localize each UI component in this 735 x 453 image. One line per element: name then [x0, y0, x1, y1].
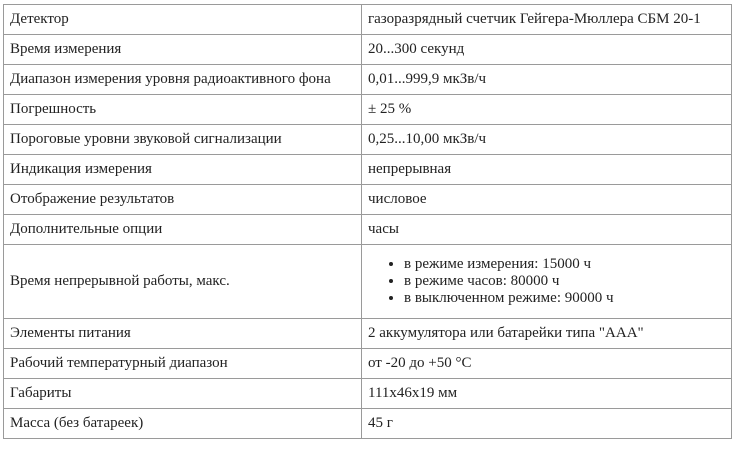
- table-row: [4, 65, 732, 95]
- list-item: • в режиме измерения: 15000 ч: [404, 256, 725, 273]
- spec-label: Элементы питания: [4, 319, 362, 349]
- spec-value: числовое: [362, 185, 732, 215]
- spec-label: Пороговые уровни звуковой сигнализации: [4, 125, 362, 155]
- spec-label: Рабочий температурный диапазон: [4, 349, 362, 379]
- spec-value-list: [362, 245, 732, 319]
- spec-value: газоразрядный счетчик Гейгера-Мюллера СБМ 20-1: [362, 5, 732, 35]
- table-row: [4, 125, 732, 155]
- spec-label: Габариты: [4, 379, 362, 409]
- table-row: [4, 95, 732, 125]
- table-row: [4, 185, 732, 215]
- spec-value: 20...300 секунд: [362, 35, 732, 65]
- spec-value: 2 аккумулятора или батарейки типа "AAA": [362, 319, 732, 349]
- table-row: [4, 409, 732, 439]
- spec-value: 111x46x19 мм: [362, 379, 732, 409]
- spec-label: Время измерения: [4, 35, 362, 65]
- spec-label: Масса (без батареек): [4, 409, 362, 439]
- table-row: [4, 245, 732, 319]
- spec-value: от -20 до +50 °С: [362, 349, 732, 379]
- table-row: [4, 5, 732, 35]
- spec-value: 0,25...10,00 мкЗв/ч: [362, 125, 732, 155]
- spec-label: Время непрерывной работы, макс.: [4, 245, 362, 319]
- spec-label: Индикация измерения: [4, 155, 362, 185]
- list-item: • в выключенном режиме: 90000 ч: [404, 290, 725, 307]
- table-row: [4, 215, 732, 245]
- bullet-list: [368, 256, 725, 307]
- spec-value: непрерывная: [362, 155, 732, 185]
- table-row: [4, 379, 732, 409]
- table-row: [4, 155, 732, 185]
- spec-label: Отображение результатов: [4, 185, 362, 215]
- specifications-table: [3, 4, 732, 439]
- spec-value: часы: [362, 215, 732, 245]
- spec-value: ± 25 %: [362, 95, 732, 125]
- spec-label: Детектор: [4, 5, 362, 35]
- spec-value: 0,01...999,9 мкЗв/ч: [362, 65, 732, 95]
- table-row: [4, 319, 732, 349]
- spec-label: Дополнительные опции: [4, 215, 362, 245]
- spec-label: Погрешность: [4, 95, 362, 125]
- spec-label: Диапазон измерения уровня радиоактивного фона: [4, 65, 362, 95]
- list-item: • в режиме часов: 80000 ч: [404, 273, 725, 290]
- table-row: [4, 35, 732, 65]
- table-row: [4, 349, 732, 379]
- spec-value: 45 г: [362, 409, 732, 439]
